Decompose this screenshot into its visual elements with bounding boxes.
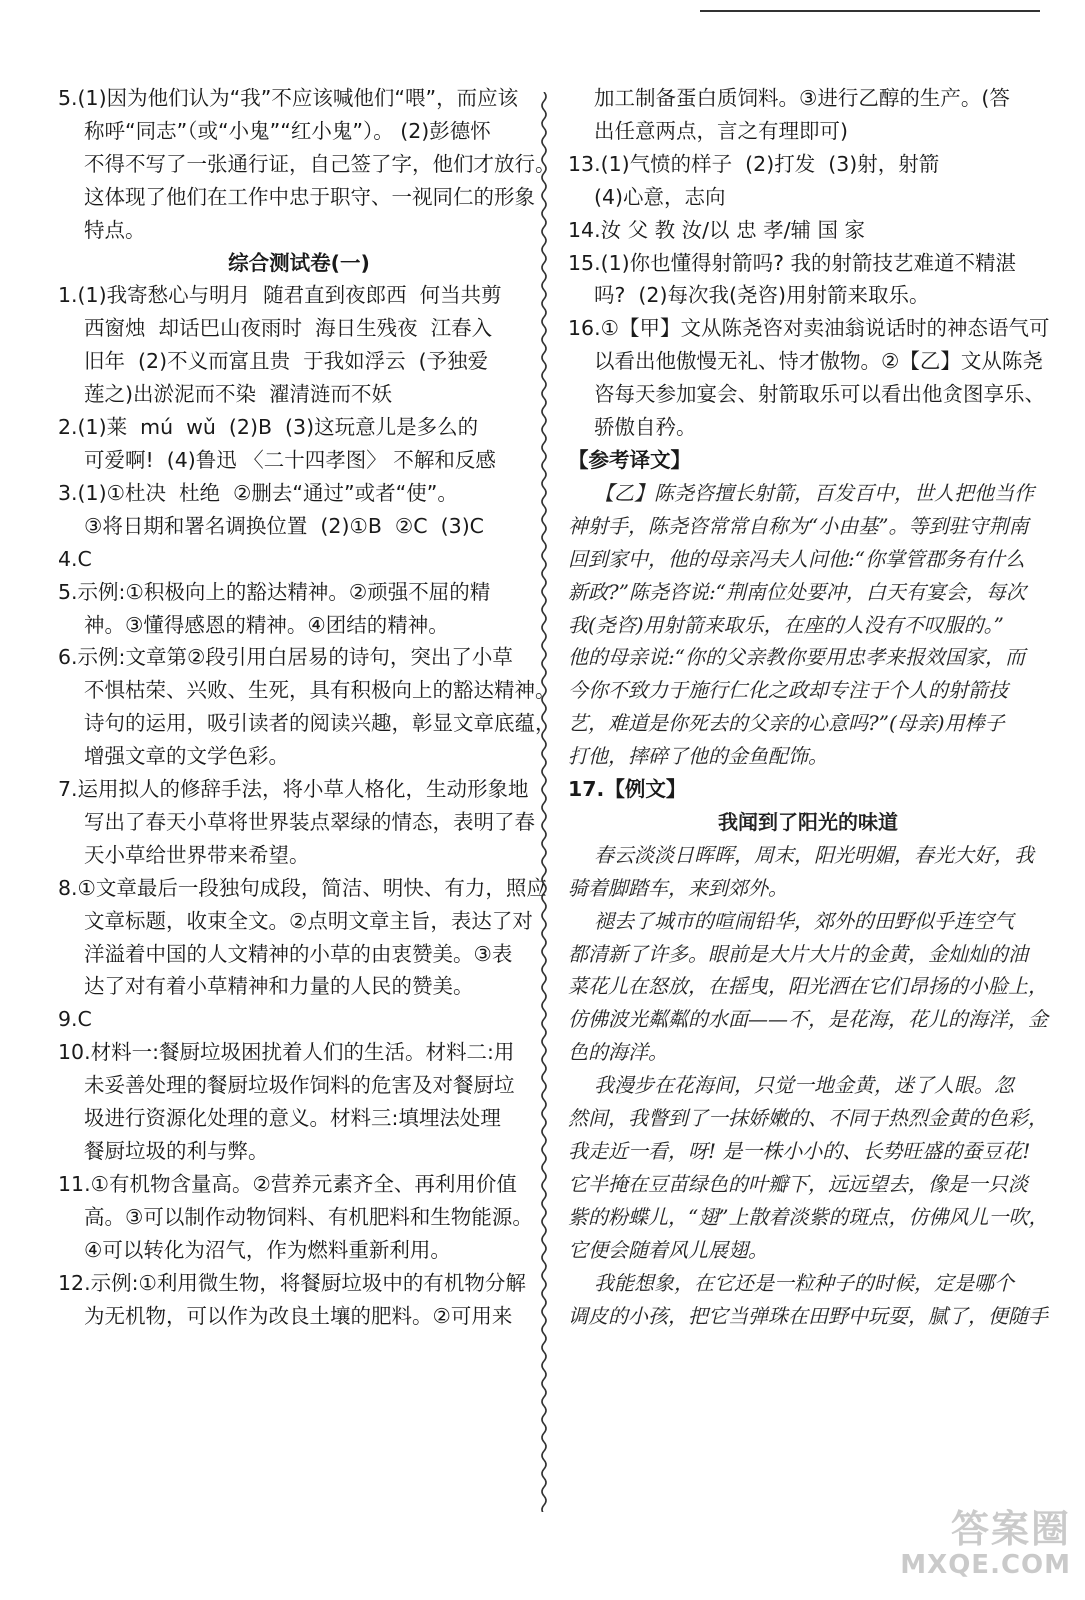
answer-line: 餐厨垃圾的利与弊。 — [84, 1139, 269, 1163]
answer-line: 增强文章的文学色彩。 — [84, 744, 289, 769]
answer-line: 15.(1)你也懂得射箭吗? 我的射箭技艺难道不精湛 — [568, 250, 1017, 275]
translation-line: 艺，难道是你死去的父亲的心意吗?”(母亲)用棒子 — [568, 711, 1005, 736]
answer-line: 莲之)出淤泥而不染 濯清涟而不妖 — [84, 382, 393, 407]
essay-line: 它便会随着风儿展翅。 — [568, 1237, 768, 1262]
answer-line: 1.(1)我寄愁心与明月 随君直到夜郎西 何当共剪 — [58, 283, 502, 308]
essay-line: 紫的粉蝶儿，“翅”上散着淡紫的斑点，仿佛风儿一吹， — [568, 1204, 1049, 1229]
translation-line: 我(尧咨)用射箭来取乐，在座的人没有不叹服的。” — [568, 612, 1004, 637]
answer-line: 7.运用拟人的修辞手法，将小草人格化，生动形象地 — [58, 777, 529, 802]
answer-line: 6.示例:文章第②段引用白居易的诗句，突出了小草 — [58, 645, 513, 670]
answer-line: 16.①【甲】文从陈尧咨对卖油翁说话时的神态语气可 — [568, 316, 1050, 341]
answer-line: 为无机物，可以作为改良土壤的肥料。②可用来 — [84, 1303, 513, 1328]
answer-line: 未妥善处理的餐厨垃圾作饲料的危害及对餐厨垃 — [84, 1073, 515, 1098]
translation-line: 回到家中，他的母亲冯夫人问他:“你掌管郡务有什么 — [568, 546, 1025, 571]
wavy-divider-icon — [536, 92, 552, 1512]
answer-line: (4)心意，志向 — [594, 184, 726, 209]
answer-line: 文章标题，收束全文。②点明文章主旨，表达了对 — [84, 908, 533, 933]
answer-line: 14.汝 父 教 汝/以 忠 孝/辅 国 家 — [568, 217, 866, 242]
answer-line: 11.①有机物含量高。②营养元素齐全、再利用价值 — [58, 1171, 517, 1196]
left-column — [58, 82, 556, 1332]
answer-line: 这体现了他们在工作中忠于职守、一视同仁的形象 — [84, 184, 535, 209]
essay-line: 都清新了许多。眼前是大片大片的金黄，金灿灿的油 — [568, 941, 1028, 966]
section-title: 综合测试卷(一) — [228, 250, 370, 275]
translation-line: 今你不致力于施行仁化之政却专注于个人的射箭技 — [568, 678, 1008, 703]
answer-line: 高。③可以制作动物饲料、有机肥料和生物能源。 — [84, 1204, 533, 1229]
essay-line: 褪去了城市的喧闹铅华，郊外的田野似乎连空气 — [594, 908, 1014, 933]
answer-line: 神。③懂得感恩的精神。④团结的精神。 — [84, 612, 449, 637]
translation-block — [568, 477, 1048, 773]
essay-title: 我闻到了阳光的味道 — [718, 809, 898, 834]
watermark-logo-text: 答案圈 — [950, 1507, 1071, 1551]
answer-line: 3.(1)①杜决 杜绝 ②删去“通过”或者“使”。 — [58, 480, 458, 505]
essay-line: 色的海洋。 — [568, 1040, 668, 1065]
answer-line: 咨每天参加宴会、射箭取乐可以看出他贪图享乐、 — [594, 382, 1045, 407]
essay-line: 我走近一看，呀! 是一株小小的、长势旺盛的蚕豆花! — [568, 1139, 1031, 1163]
column-divider — [536, 92, 552, 1512]
answer-line: 加工制备蛋白质饲料。③进行乙醇的生产。(答 — [594, 86, 1010, 110]
essay-line: 春云淡淡日晖晖，周末，阳光明媚，春光大好，我 — [594, 842, 1034, 867]
essay-line: 我漫步在花海间，只觉一地金黄，迷了人眼。忽 — [594, 1073, 1014, 1098]
essay-line: 菜花儿在怒放，在摇曳，阳光洒在它们昂扬的小脸上， — [568, 974, 1048, 999]
answer-line: 9.C — [58, 1007, 92, 1032]
answer-line: 5.示例:①积极向上的豁达精神。②顽强不屈的精 — [58, 579, 491, 604]
answer-line: 13.(1)气愤的样子 (2)打发 (3)射，射箭 — [568, 151, 940, 176]
answer-line: 天小草给世界带来希望。 — [84, 842, 310, 867]
answer-line: ④可以转化为沼气，作为燃料重新利用。 — [84, 1237, 451, 1262]
answer-line: 不得不写了一张通行证，自己签了字，他们才放行。 — [84, 151, 556, 176]
answer-line: 洋溢着中国的人文精神的小草的由衷赞美。③表 — [84, 941, 513, 966]
answer-line: 骄傲自矜。 — [594, 415, 697, 440]
translation-line: 【乙】陈尧咨擅长射箭，百发百中，世人把他当作 — [594, 480, 1034, 505]
essay-line: 我能想象，在它还是一粒种子的时候，定是哪个 — [594, 1270, 1014, 1295]
answer-line: 特点。 — [84, 217, 146, 242]
watermark-url: MXQE.COM — [900, 1550, 1071, 1580]
essay-line: 然间，我瞥到了一抹娇嫩的、不同于热烈金黄的色彩， — [568, 1106, 1048, 1131]
answer-line: 可爱啊! (4)鲁迅 〈二十四孝图〉 不解和反感 — [84, 447, 496, 472]
translation-line: 他的母亲说:“你的父亲教你要用忠孝来报效国家，而 — [568, 645, 1025, 670]
translation-line: 打他，摔碎了他的金鱼配饰。 — [568, 744, 828, 769]
answer-line: 12.示例:①利用微生物，将餐厨垃圾中的有机物分解 — [58, 1270, 526, 1295]
translation-heading: 【参考译文】 — [568, 447, 691, 472]
essay-line: 调皮的小孩，把它当弹珠在田野中玩耍，腻了，便随手 — [568, 1303, 1048, 1328]
essay-line: 它半掩在豆苗绿色的叶瓣下，远远望去，像是一只淡 — [568, 1171, 1028, 1196]
answer-line: 10.材料一:餐厨垃圾困扰着人们的生活。材料二:用 — [58, 1040, 515, 1065]
answer-line: 写出了春天小草将世界装点翠绿的情态，表明了春 — [84, 809, 535, 834]
essay-line: 骑着脚踏车，来到郊外。 — [568, 875, 788, 900]
answer-line: 8.①文章最后一段独句成段，简洁、明快、有力，照应 — [58, 875, 547, 900]
answer-line: ③将日期和署名调换位置 (2)①B ②C (3)C — [84, 513, 484, 538]
top-rule — [700, 10, 1040, 12]
answer-line: 不惧枯荣、兴败、生死，具有积极向上的豁达精神。 — [84, 678, 556, 703]
essay-line: 仿佛波光粼粼的水面——不，是花海，花儿的海洋，金 — [568, 1007, 1048, 1032]
essay-label: 17.【例文】 — [568, 777, 687, 802]
answer-line: 达了对有着小草精神和力量的人民的赞美。 — [84, 974, 474, 999]
answer-line: 吗? (2)每次我(尧咨)用射箭来取乐。 — [594, 283, 930, 308]
translation-line: 神射手，陈尧咨常常自称为“小由基”。等到驻守荆南 — [568, 513, 1029, 538]
answer-line: 圾进行资源化处理的意义。材料三:填埋法处理 — [84, 1106, 501, 1131]
answer-line: 诗句的运用，吸引读者的阅读兴趣，彰显文章底蕴， — [84, 711, 556, 736]
answer-line: 4.C — [58, 546, 92, 571]
essay-block — [568, 806, 1048, 1333]
answer-line: 旧年 (2)不义而富且贵 于我如浮云 (予独爱 — [84, 349, 489, 374]
translation-line: 新政?”陈尧咨说:“荆南位处要冲，白天有宴会，每次 — [568, 579, 1026, 604]
watermark-logo — [871, 1508, 1071, 1588]
answer-line: 称呼“同志”（或“小鬼”“红小鬼”）。 (2)彭德怀 — [84, 118, 491, 143]
answer-line: 西窗烛 却话巴山夜雨时 海日生残夜 江春入 — [84, 316, 493, 341]
right-column — [568, 82, 1048, 1332]
answer-line: 5.(1)因为他们认为“我”不应该喊他们“喂”，而应该 — [58, 86, 519, 110]
answer-line: 出任意两点，言之有理即可) — [594, 118, 848, 143]
answer-line: 2.(1)莱 mú wǔ (2)B (3)这玩意儿是多么的 — [58, 415, 479, 440]
answer-line: 以看出他傲慢无礼、恃才傲物。②【乙】文从陈尧 — [594, 349, 1043, 374]
